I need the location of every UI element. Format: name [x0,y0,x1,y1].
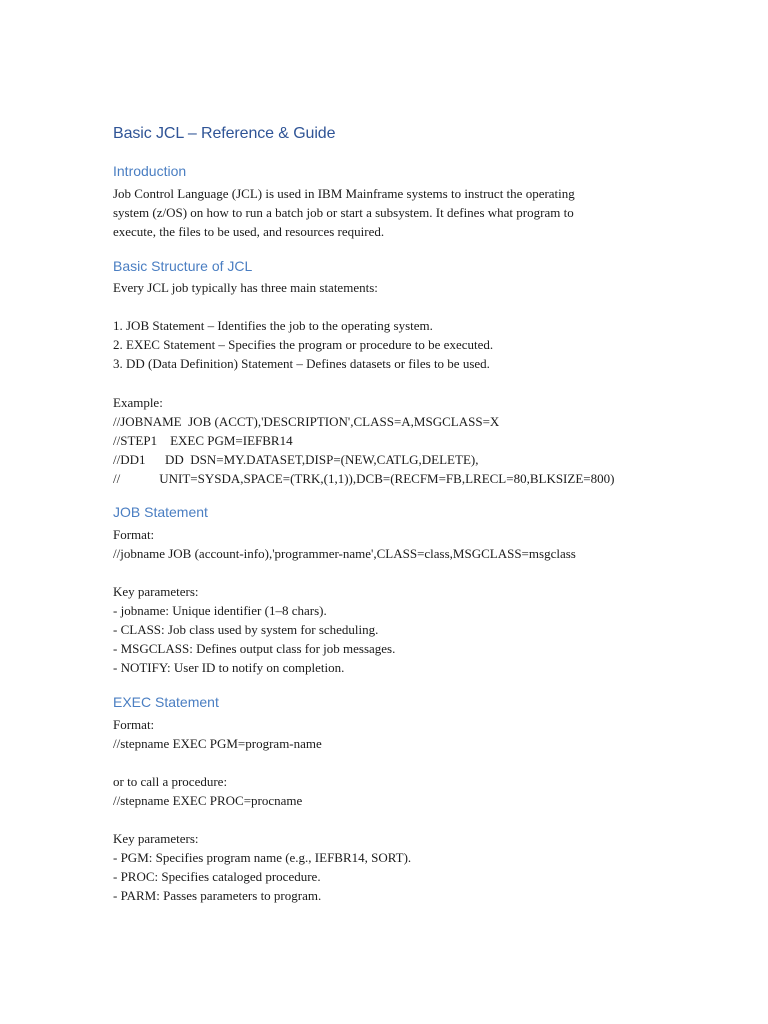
code-line: //jobname JOB (account-info),'programmer-name',CLASS=class,MSGCLASS=msgclass [113,546,576,561]
list-item: - NOTIFY: User ID to notify on completion. [113,660,345,675]
document-title: Basic JCL – Reference & Guide [113,125,336,142]
list-item: 1. JOB Statement – Identifies the job to the operating system. [113,318,433,333]
paragraph-line: execute, the files to be used, and resources required. [113,224,385,239]
section-heading-introduction: Introduction [113,163,187,179]
example-label: Example: [113,395,163,410]
list-item: - CLASS: Job class used by system for scheduling. [113,622,379,637]
code-line: //STEP1 EXEC PGM=IEFBR14 [113,433,293,448]
section-heading-job-statement: JOB Statement [113,504,208,520]
code-line: //stepname EXEC PGM=program-name [113,736,322,751]
format-label: Format: [113,527,155,542]
section-heading-exec-statement: EXEC Statement [113,694,219,710]
code-line: // UNIT=SYSDA,SPACE=(TRK,(1,1)),DCB=(RECFM=FB,LRECL=80,BLKSIZE=800) [113,471,615,486]
format-label: Format: [113,717,155,732]
list-item: 3. DD (Data Definition) Statement – Defines datasets or files to be used. [113,356,490,371]
key-parameters-label: Key parameters: [113,584,199,599]
code-line: //stepname EXEC PROC=procname [113,793,303,808]
key-parameters-label: Key parameters: [113,831,199,846]
list-item: - jobname: Unique identifier (1–8 chars). [113,603,327,618]
code-line: //DD1 DD DSN=MY.DATASET,DISP=(NEW,CATLG,DELETE), [113,452,479,467]
list-item: - PGM: Specifies program name (e.g., IEFBR14, SORT). [113,850,412,865]
list-item: - MSGCLASS: Defines output class for job messages. [113,641,396,656]
list-item: - PROC: Specifies cataloged procedure. [113,869,321,884]
code-line: //JOBNAME JOB (ACCT),'DESCRIPTION',CLASS=A,MSGCLASS=X [113,414,500,429]
paragraph-line: Every JCL job typically has three main statements: [113,280,378,295]
list-item: 2. EXEC Statement – Specifies the program or procedure to be executed. [113,337,494,352]
paragraph-line: or to call a procedure: [113,774,228,789]
paragraph-line: system (z/OS) on how to run a batch job or start a subsystem. It defines what program to [113,205,574,220]
section-heading-basic-structure: Basic Structure of JCL [113,258,253,274]
paragraph-line: Job Control Language (JCL) is used in IBM Mainframe systems to instruct the operating [113,186,575,201]
list-item: - PARM: Passes parameters to program. [113,888,322,903]
